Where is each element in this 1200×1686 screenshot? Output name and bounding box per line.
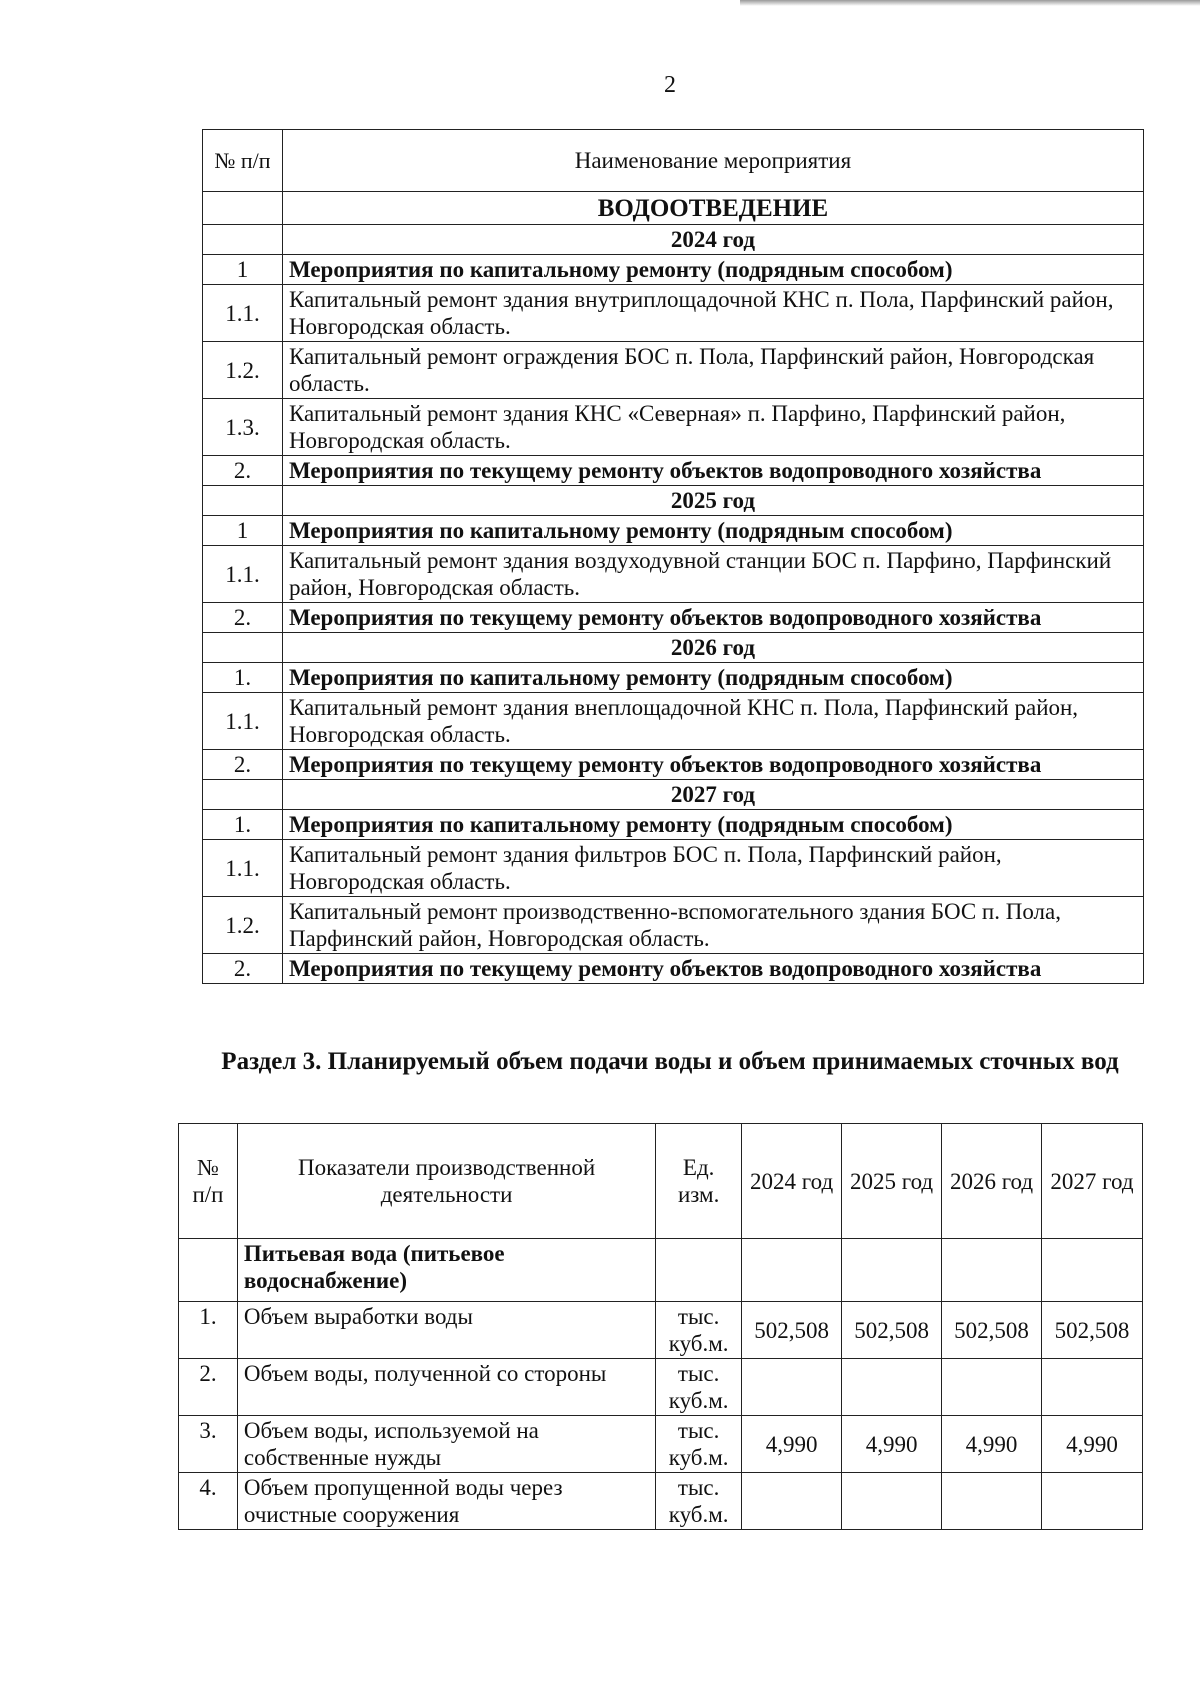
scan-edge-shadow xyxy=(740,0,1200,6)
row-text: Капитальный ремонт производственно-вспомогательного здания БОС п. Пола, Парфинский район, Новгородская область. xyxy=(282,897,1143,954)
row-value: 4,990 xyxy=(742,1416,842,1473)
row-value: 4,990 xyxy=(1042,1416,1143,1473)
table-row xyxy=(179,1473,1143,1530)
table-row xyxy=(203,603,1144,633)
table-row xyxy=(203,285,1144,342)
table-row xyxy=(203,633,1144,663)
row-text: Мероприятия по текущему ремонту объектов водопроводного хозяйства xyxy=(282,954,1143,984)
group-cell xyxy=(842,1239,942,1302)
header-indicator: Показатели производственной деятельности xyxy=(237,1124,655,1239)
row-indicator: Объем пропущенной воды через очистные сооружения xyxy=(237,1473,655,1530)
row-num: 1.1. xyxy=(203,546,283,603)
row-unit: тыс. куб.м. xyxy=(656,1416,742,1473)
row-value xyxy=(942,1359,1042,1416)
group-row xyxy=(179,1239,1143,1302)
table-row xyxy=(203,897,1144,954)
volume-table xyxy=(178,1123,1143,1530)
table-row xyxy=(179,1416,1143,1473)
row-num: 3. xyxy=(179,1416,238,1473)
row-num: 4. xyxy=(179,1473,238,1530)
row-text: Мероприятия по капитальному ремонту (подрядным способом) xyxy=(282,810,1143,840)
row-text: Мероприятия по текущему ремонту объектов водопроводного хозяйства xyxy=(282,456,1143,486)
table-row xyxy=(203,810,1144,840)
row-num: 1.1. xyxy=(203,285,283,342)
row-num xyxy=(203,633,283,663)
year-label: 2027 год xyxy=(282,780,1143,810)
row-unit: тыс. куб.м. xyxy=(656,1359,742,1416)
row-text: Капитальный ремонт ограждения БОС п. Пола, Парфинский район, Новгородская область. xyxy=(282,342,1143,399)
row-num: 2. xyxy=(203,456,283,486)
table-row xyxy=(203,516,1144,546)
row-text: Капитальный ремонт здания внутриплощадочной КНС п. Пола, Парфинский район, Новгородская область. xyxy=(282,285,1143,342)
row-num: 2. xyxy=(203,750,283,780)
row-text: Капитальный ремонт здания КНС «Северная» п. Парфино, Парфинский район, Новгородская область. xyxy=(282,399,1143,456)
row-num xyxy=(203,486,283,516)
table-row xyxy=(203,255,1144,285)
year-label: 2025 год xyxy=(282,486,1143,516)
row-num: 1.1. xyxy=(203,693,283,750)
header-year-2025: 2025 год xyxy=(842,1124,942,1239)
table-row xyxy=(203,225,1144,255)
row-value xyxy=(1042,1359,1143,1416)
row-unit: тыс. куб.м. xyxy=(656,1473,742,1530)
row-value: 502,508 xyxy=(842,1302,942,1359)
table-row xyxy=(203,399,1144,456)
row-num: 2. xyxy=(203,603,283,633)
table-row xyxy=(179,1302,1143,1359)
year-label: 2024 год xyxy=(282,225,1143,255)
year-label: 2026 год xyxy=(282,633,1143,663)
header-num: № п/п xyxy=(203,130,283,192)
row-indicator: Объем выработки воды xyxy=(237,1302,655,1359)
row-text: Капитальный ремонт здания внеплощадочной КНС п. Пола, Парфинский район, Новгородская область. xyxy=(282,693,1143,750)
events-table xyxy=(202,129,1144,984)
group-label: Питьевая вода (питьевое водоснабжение) xyxy=(237,1239,655,1302)
row-num: 2. xyxy=(203,954,283,984)
row-indicator: Объем воды, полученной со стороны xyxy=(237,1359,655,1416)
row-value xyxy=(742,1359,842,1416)
table-row xyxy=(203,954,1144,984)
header-name: Наименование мероприятия xyxy=(282,130,1143,192)
table-row xyxy=(203,750,1144,780)
table-row xyxy=(203,486,1144,516)
table-row xyxy=(203,456,1144,486)
row-num: 1. xyxy=(203,810,283,840)
row-value: 502,508 xyxy=(1042,1302,1143,1359)
row-num xyxy=(203,225,283,255)
row-value xyxy=(842,1473,942,1530)
row-value: 502,508 xyxy=(742,1302,842,1359)
row-value xyxy=(742,1473,842,1530)
header-unit: Ед. изм. xyxy=(656,1124,742,1239)
table-row xyxy=(203,693,1144,750)
row-unit: тыс. куб.м. xyxy=(656,1302,742,1359)
table-row xyxy=(179,1359,1143,1416)
header-year-2027: 2027 год xyxy=(1042,1124,1143,1239)
group-unit-cell xyxy=(656,1239,742,1302)
header-num: № п/п xyxy=(179,1124,238,1239)
row-value: 4,990 xyxy=(842,1416,942,1473)
row-num: 1. xyxy=(179,1302,238,1359)
section-title: ВОДООТВЕДЕНИЕ xyxy=(282,192,1143,225)
table-row xyxy=(203,780,1144,810)
row-num: 1.3. xyxy=(203,399,283,456)
row-indicator: Объем воды, используемой на собственные нужды xyxy=(237,1416,655,1473)
volume-table-header xyxy=(179,1124,1143,1239)
group-cell xyxy=(942,1239,1042,1302)
group-num-cell xyxy=(179,1239,238,1302)
row-value xyxy=(942,1473,1042,1530)
section-num-cell xyxy=(203,192,283,225)
header-year-2026: 2026 год xyxy=(942,1124,1042,1239)
table-row xyxy=(203,342,1144,399)
table-row xyxy=(203,840,1144,897)
row-num xyxy=(203,780,283,810)
table-row xyxy=(203,546,1144,603)
row-text: Мероприятия по капитальному ремонту (подрядным способом) xyxy=(282,663,1143,693)
row-text: Мероприятия по текущему ремонту объектов водопроводного хозяйства xyxy=(282,750,1143,780)
row-text: Мероприятия по капитальному ремонту (подрядным способом) xyxy=(282,516,1143,546)
row-value: 4,990 xyxy=(942,1416,1042,1473)
row-num: 1 xyxy=(203,255,283,285)
row-text: Мероприятия по капитальному ремонту (подрядным способом) xyxy=(282,255,1143,285)
row-num: 1.2. xyxy=(203,342,283,399)
row-num: 1 xyxy=(203,516,283,546)
row-text: Мероприятия по текущему ремонту объектов водопроводного хозяйства xyxy=(282,603,1143,633)
table-row xyxy=(203,663,1144,693)
row-num: 1.2. xyxy=(203,897,283,954)
section3-title: Раздел 3. Планируемый объем подачи воды и объем принимаемых сточных вод xyxy=(221,1048,1119,1075)
row-num: 1.1. xyxy=(203,840,283,897)
events-table-header xyxy=(203,130,1144,192)
section-row xyxy=(203,192,1144,225)
row-value: 502,508 xyxy=(942,1302,1042,1359)
row-text: Капитальный ремонт здания фильтров БОС п. Пола, Парфинский район, Новгородская область. xyxy=(282,840,1143,897)
page-number: 2 xyxy=(664,72,676,98)
row-num: 2. xyxy=(179,1359,238,1416)
group-cell xyxy=(742,1239,842,1302)
row-value xyxy=(842,1359,942,1416)
row-num: 1. xyxy=(203,663,283,693)
row-value xyxy=(1042,1473,1143,1530)
row-text: Капитальный ремонт здания воздуходувной станции БОС п. Парфино, Парфинский район, Новгородская область. xyxy=(282,546,1143,603)
header-year-2024: 2024 год xyxy=(742,1124,842,1239)
group-cell xyxy=(1042,1239,1143,1302)
